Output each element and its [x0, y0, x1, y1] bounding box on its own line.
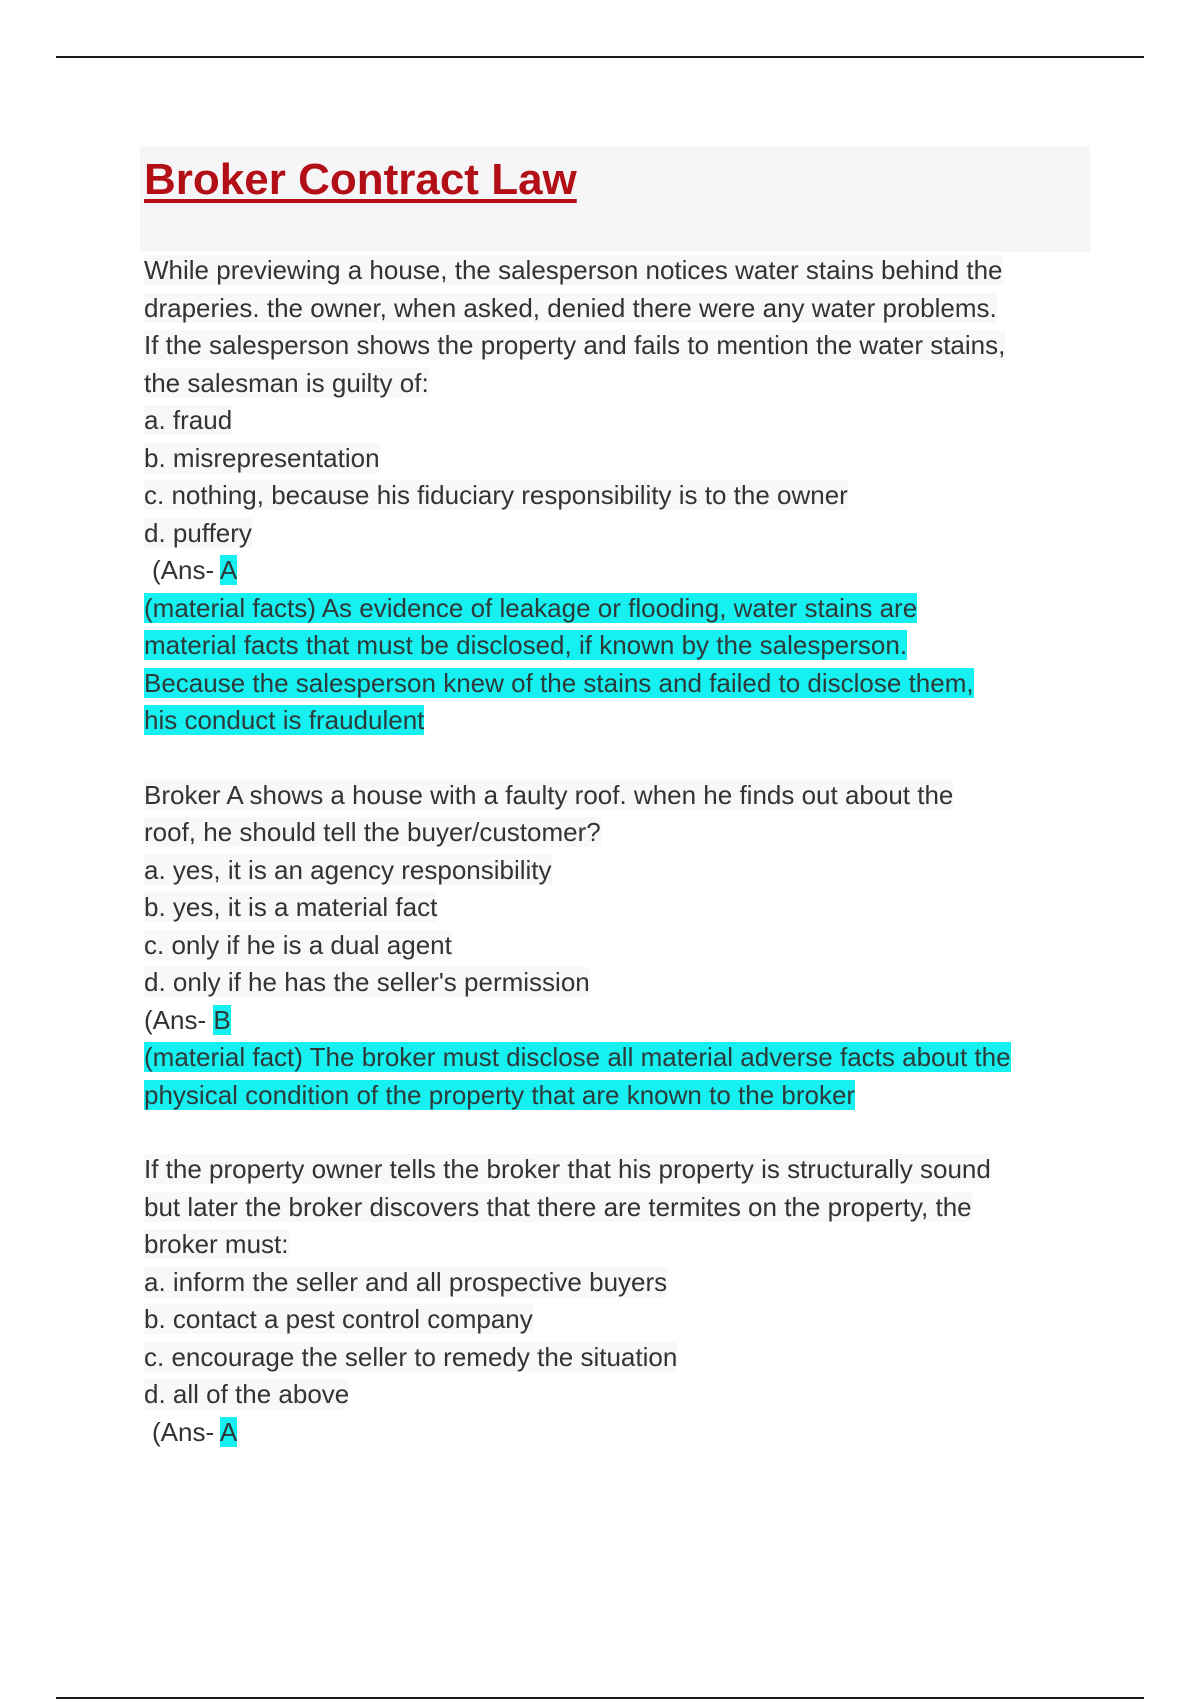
answer-option: c. encourage the seller to remedy the situation [144, 1341, 678, 1372]
answer-key [144, 1002, 1094, 1040]
question-stem-line: the salesman is guilty of: [144, 367, 429, 398]
answer-key [144, 552, 1094, 590]
answer-explanation-line: (material facts) As evidence of leakage or flooding, water stains are [144, 592, 918, 623]
question-block-2 [144, 777, 1094, 1115]
question-stem-line: If the property owner tells the broker that his property is structurally sound [144, 1154, 991, 1184]
question-stem-line: If the salesperson shows the property and fails to mention the water stains, [144, 330, 1006, 360]
question-stem-line: draperies. the owner, when asked, denied there were any water problems. [144, 292, 997, 323]
answer-letter: A [219, 1416, 238, 1447]
answer-prefix: (Ans- [152, 1416, 220, 1447]
answer-key [144, 1414, 1094, 1452]
answer-explanation-line: (material fact) The broker must disclose all material adverse facts about the [144, 1042, 1011, 1072]
bottom-rule [56, 1697, 1144, 1699]
answer-option: a. yes, it is an agency responsibility [144, 854, 552, 885]
answer-explanation-line: material facts that must be disclosed, if known by the salesperson. [144, 630, 908, 660]
question-block-3 [144, 1151, 1094, 1451]
answer-option: b. yes, it is a material fact [144, 892, 438, 922]
answer-prefix: (Ans- [152, 555, 220, 585]
title-band [140, 146, 1090, 252]
question-stem-line: While previewing a house, the salesperson notices water stains behind the [144, 255, 1003, 285]
question-stem-line: roof, he should tell the buyer/customer? [144, 817, 601, 847]
answer-option: d. only if he has the seller's permission [144, 967, 590, 997]
answer-letter: A [219, 555, 238, 585]
document-title: Broker Contract Law [144, 155, 577, 204]
answer-prefix: (Ans- [144, 1004, 214, 1035]
answer-option: d. puffery [144, 517, 252, 548]
answer-option: b. contact a pest control company [144, 1304, 533, 1334]
answer-option: c. only if he is a dual agent [144, 929, 452, 960]
answer-option: d. all of the above [144, 1379, 350, 1409]
question-stem-line: Broker A shows a house with a faulty roof. when he finds out about the [144, 779, 954, 810]
answer-option: b. misrepresentation [144, 442, 380, 473]
answer-letter: B [213, 1004, 231, 1035]
document-body [144, 146, 1094, 1451]
answer-explanation-line: Because the salesperson knew of the stains and failed to disclose them, [144, 667, 974, 698]
answer-option: c. nothing, because his fiduciary responsibility is to the owner [144, 480, 848, 510]
answer-option: a. inform the seller and all prospective buyers [144, 1266, 668, 1297]
top-rule [56, 56, 1144, 58]
answer-option: a. fraud [144, 405, 233, 435]
question-block-1 [144, 252, 1094, 740]
question-stem-line: but later the broker discovers that there are termites on the property, the [144, 1191, 972, 1222]
answer-explanation-line: physical condition of the property that are known to the broker [144, 1079, 856, 1110]
question-stem-line: broker must: [144, 1229, 289, 1259]
answer-explanation-line: his conduct is fraudulent [144, 705, 425, 735]
